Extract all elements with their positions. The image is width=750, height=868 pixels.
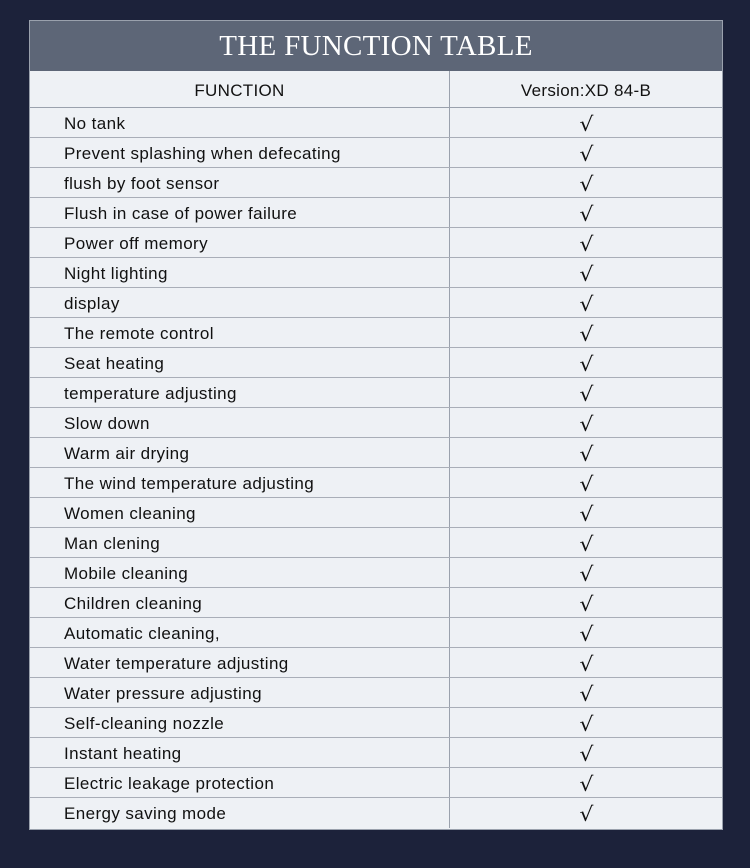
table-row	[30, 768, 722, 798]
table-row	[30, 378, 722, 408]
function-name-cell: Energy saving mode	[30, 798, 450, 828]
function-name-cell: Women cleaning	[30, 498, 450, 527]
support-cell	[450, 498, 722, 527]
checkmark-icon: √	[578, 591, 594, 616]
function-name-cell: Man clening	[30, 528, 450, 557]
function-name-cell: Flush in case of power failure	[30, 198, 450, 227]
table-row	[30, 348, 722, 378]
checkmark-icon: √	[578, 411, 594, 436]
table-row	[30, 318, 722, 348]
checkmark-icon: √	[578, 711, 594, 736]
function-name-cell: Automatic cleaning,	[30, 618, 450, 647]
checkmark-icon: √	[578, 651, 594, 676]
support-cell	[450, 228, 722, 257]
table-title: THE FUNCTION TABLE	[30, 21, 722, 71]
function-name-cell: Prevent splashing when defecating	[30, 138, 450, 167]
support-cell	[450, 168, 722, 197]
support-cell	[450, 318, 722, 347]
function-name-cell: temperature adjusting	[30, 378, 450, 407]
function-name-cell: Water temperature adjusting	[30, 648, 450, 677]
support-cell	[450, 558, 722, 587]
table-row	[30, 708, 722, 738]
support-cell	[450, 738, 722, 767]
checkmark-icon: √	[578, 802, 594, 826]
function-name-cell: The remote control	[30, 318, 450, 347]
table-row	[30, 108, 722, 138]
table-row	[30, 258, 722, 288]
support-cell	[450, 588, 722, 617]
table-row	[30, 588, 722, 618]
support-cell	[450, 288, 722, 317]
checkmark-icon: √	[578, 201, 594, 226]
function-name-cell: Children cleaning	[30, 588, 450, 617]
table-row	[30, 228, 722, 258]
function-name-cell: No tank	[30, 108, 450, 137]
table-row	[30, 408, 722, 438]
checkmark-icon: √	[578, 261, 594, 286]
support-cell	[450, 678, 722, 707]
checkmark-icon: √	[578, 561, 594, 586]
function-name-cell: Slow down	[30, 408, 450, 437]
function-name-cell: Seat heating	[30, 348, 450, 377]
checkmark-icon: √	[578, 381, 594, 406]
checkmark-icon: √	[578, 441, 594, 466]
table-header-row	[30, 71, 722, 108]
function-name-cell: Water pressure adjusting	[30, 678, 450, 707]
checkmark-icon: √	[578, 741, 594, 766]
table-body	[30, 108, 722, 828]
function-name-cell: Self-cleaning nozzle	[30, 708, 450, 737]
table-row	[30, 648, 722, 678]
checkmark-icon: √	[578, 531, 594, 556]
function-name-cell: Instant heating	[30, 738, 450, 767]
support-cell	[450, 108, 722, 137]
table-row	[30, 678, 722, 708]
support-cell	[450, 648, 722, 677]
table-row	[30, 558, 722, 588]
checkmark-icon: √	[578, 231, 594, 256]
support-cell	[450, 618, 722, 647]
function-name-cell: The wind temperature adjusting	[30, 468, 450, 497]
version-column-header: Version:XD 84-B	[520, 81, 652, 100]
table-row	[30, 198, 722, 228]
support-cell	[450, 468, 722, 497]
checkmark-icon: √	[578, 771, 594, 796]
support-cell	[450, 768, 722, 797]
function-name-cell: Mobile cleaning	[30, 558, 450, 587]
table-row	[30, 288, 722, 318]
checkmark-icon: √	[578, 621, 594, 646]
checkmark-icon: √	[578, 501, 594, 526]
support-cell	[450, 348, 722, 377]
checkmark-icon: √	[578, 471, 594, 496]
table-row	[30, 798, 722, 828]
checkmark-icon: √	[578, 291, 594, 316]
checkmark-icon: √	[578, 141, 594, 166]
support-cell	[450, 258, 722, 287]
function-name-cell: flush by foot sensor	[30, 168, 450, 197]
support-cell	[450, 528, 722, 557]
function-name-cell: display	[30, 288, 450, 317]
support-cell	[450, 438, 722, 467]
support-cell	[450, 378, 722, 407]
function-table	[29, 20, 723, 830]
support-cell	[450, 708, 722, 737]
checkmark-icon: √	[578, 111, 594, 136]
function-name-cell: Night lighting	[30, 258, 450, 287]
function-column-header: FUNCTION	[30, 71, 450, 107]
function-name-cell: Warm air drying	[30, 438, 450, 467]
support-cell	[450, 198, 722, 227]
support-cell	[450, 408, 722, 437]
support-cell	[450, 798, 722, 828]
table-row	[30, 738, 722, 768]
checkmark-icon: √	[578, 351, 594, 376]
table-row	[30, 498, 722, 528]
table-row	[30, 528, 722, 558]
checkmark-icon: √	[578, 681, 594, 706]
checkmark-icon: √	[578, 171, 594, 196]
checkmark-icon: √	[578, 321, 594, 346]
table-row	[30, 438, 722, 468]
table-row	[30, 618, 722, 648]
function-name-cell: Electric leakage protection	[30, 768, 450, 797]
table-row	[30, 168, 722, 198]
table-row	[30, 138, 722, 168]
function-name-cell: Power off memory	[30, 228, 450, 257]
table-row	[30, 468, 722, 498]
support-cell	[450, 138, 722, 167]
